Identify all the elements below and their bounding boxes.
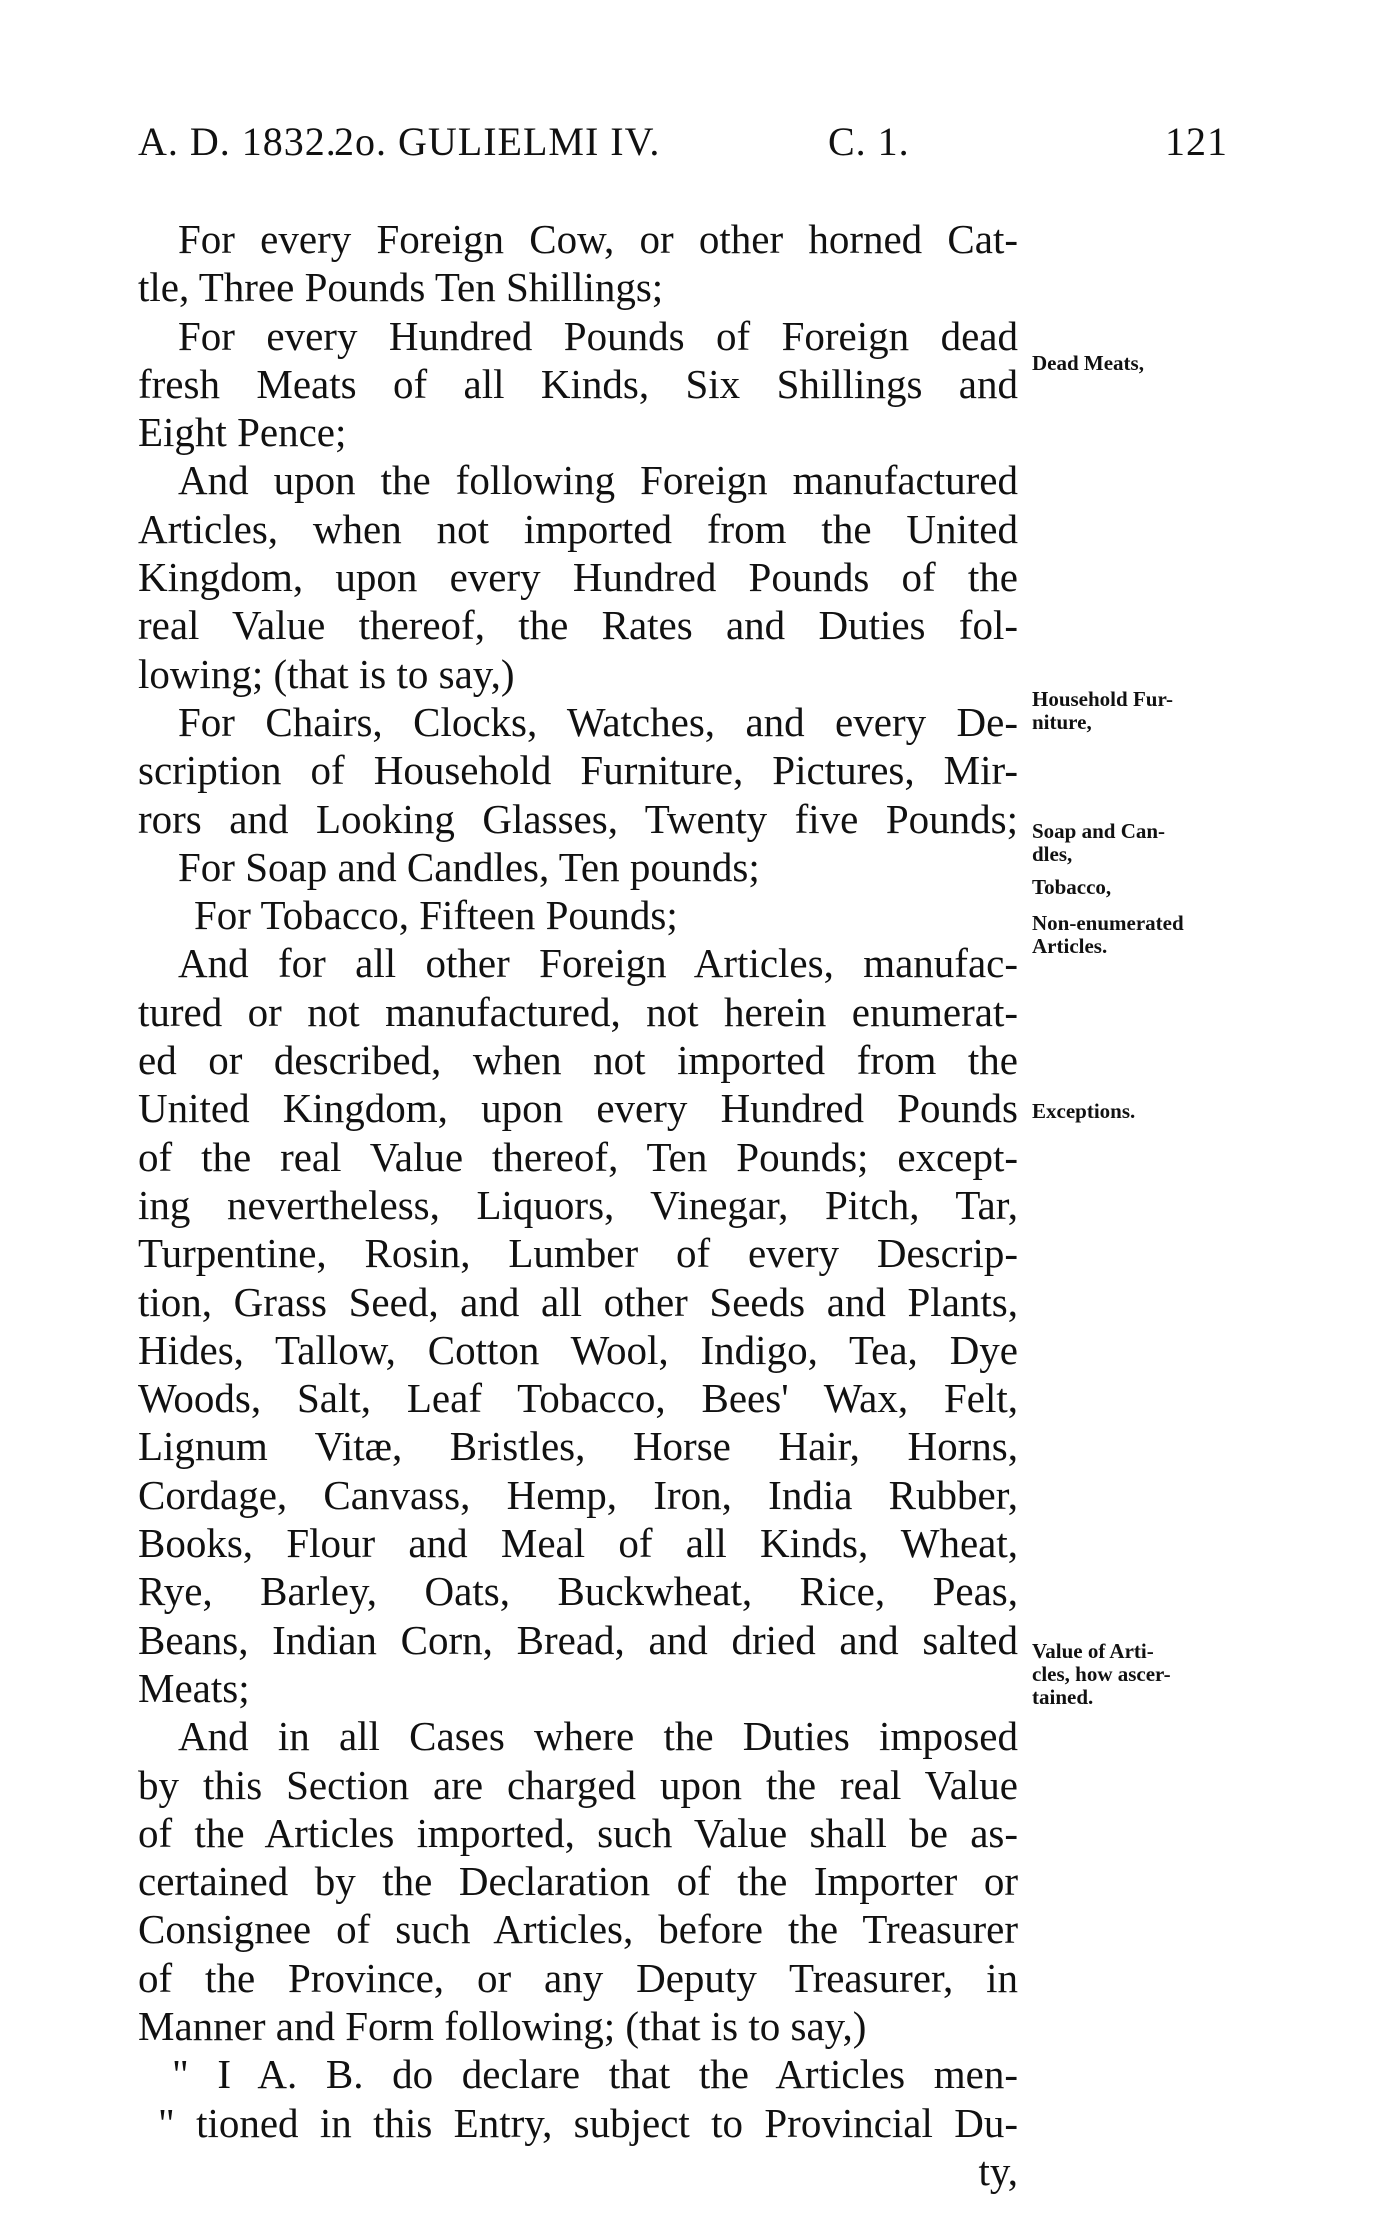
text-line: tle, Three Pounds Ten Shillings; [138, 264, 664, 311]
margin-note-line: cles, how ascer- [1032, 1662, 1171, 1686]
margin-note-tobacco [1032, 876, 1242, 899]
margin-note-line: tained. [1032, 1685, 1094, 1709]
text-line: ing nevertheless, Liquors, Vinegar, Pitch, Tar, [138, 1181, 1018, 1228]
header-date: A. D. 1832. [138, 119, 337, 164]
margin-note-line: Articles. [1032, 934, 1108, 958]
text-line: Consignee of such Articles, before the Treasurer [138, 1906, 1018, 1953]
margin-note-line: Household Fur- [1032, 687, 1173, 711]
paragraph-soap-candles [138, 843, 1018, 891]
text-line: Cordage, Canvass, Hemp, Iron, India Rubber, [138, 1471, 1018, 1518]
margin-note-value-ascertained [1032, 1640, 1242, 1709]
margin-note-line: Non-enumerated [1032, 911, 1184, 935]
text-line: For Tobacco, Fifteen Pounds; [194, 892, 678, 939]
text-line: And for all other Foreign Articles, manufac- [178, 940, 1018, 987]
margin-note-line: Value of Arti- [1032, 1639, 1154, 1663]
text-line: real Value thereof, the Rates and Duties fol- [138, 602, 1018, 649]
header-reign: 2o. GULIELMI IV. [334, 119, 661, 164]
text-line: scription of Household Furniture, Pictures, Mir- [138, 747, 1018, 794]
text-line: of the real Value thereof, Ten Pounds; except- [138, 1133, 1018, 1180]
text-line: United Kingdom, upon every Hundred Pounds [138, 1085, 1018, 1132]
text-line: lowing; (that is to say,) [138, 650, 515, 697]
text-line: Manner and Form following; (that is to say,) [138, 2002, 867, 2049]
text-line: For Chairs, Clocks, Watches, and every De- [178, 698, 1018, 745]
margin-note-line: Tobacco, [1032, 875, 1112, 899]
text-line: And in all Cases where the Duties imposed [178, 1713, 1018, 1760]
margin-note-non-enumerated [1032, 912, 1242, 958]
paragraph-declaration [138, 2050, 1018, 2195]
paragraph-non-enumerated [138, 939, 1018, 1712]
text-line: ed or described, when not imported from the [138, 1037, 1018, 1084]
text-line: of the Province, or any Deputy Treasurer, in [138, 1954, 1018, 2001]
margin-note-line: niture, [1032, 710, 1092, 734]
paragraph-household-furniture [138, 698, 1018, 843]
text-line: For every Foreign Cow, or other horned Cat- [178, 216, 1018, 262]
margin-note-exceptions [1032, 1100, 1242, 1123]
text-line: Woods, Salt, Leaf Tobacco, Bees' Wax, Felt, [138, 1375, 1018, 1422]
text-line: For every Hundred Pounds of Foreign dead [178, 312, 1018, 359]
text-line: Beans, Indian Corn, Bread, and dried and salted [138, 1616, 1018, 1663]
paragraph-tobacco [138, 891, 1018, 939]
paragraph-foreign-cow [138, 215, 1018, 312]
text-line: rors and Looking Glasses, Twenty five Pounds; [138, 795, 1018, 842]
running-header [138, 118, 1228, 178]
text-line: For Soap and Candles, Ten pounds; [178, 843, 760, 890]
text-line: And upon the following Foreign manufactured [178, 457, 1018, 504]
paragraph-value-ascertained [138, 1712, 1018, 2050]
margin-note-household-furniture [1032, 688, 1242, 734]
text-line: tion, Grass Seed, and all other Seeds and Plants, [138, 1278, 1018, 1325]
text-line: by this Section are charged upon the real Value [138, 1761, 1018, 1808]
text-line: tured or not manufactured, not herein enumerat- [138, 988, 1018, 1035]
text-line: Articles, when not imported from the United [138, 505, 1018, 552]
text-line: " tioned in this Entry, subject to Provincial Du- [158, 2099, 1018, 2146]
header-chapter: C. 1. [828, 119, 910, 164]
text-line: Kingdom, upon every Hundred Pounds of the [138, 554, 1018, 601]
text-line: Eight Pence; [138, 409, 347, 456]
catchword: ty, [978, 2147, 1018, 2194]
margin-note-soap-candles [1032, 820, 1242, 866]
text-line: Meats; [138, 1664, 250, 1711]
text-line: fresh Meats of all Kinds, Six Shillings and [138, 360, 1018, 407]
text-line: Rye, Barley, Oats, Buckwheat, Rice, Peas, [138, 1568, 1018, 1615]
text-line: Books, Flour and Meal of all Kinds, Wheat, [138, 1520, 1018, 1567]
page-number: 121 [1165, 119, 1228, 164]
margin-note-line: dles, [1032, 842, 1073, 866]
text-line: Lignum Vitæ, Bristles, Horse Hair, Horns, [138, 1423, 1018, 1470]
margin-note-line: Soap and Can- [1032, 819, 1166, 843]
margin-note-line: Exceptions. [1032, 1099, 1136, 1123]
text-line: certained by the Declaration of the Importer or [138, 1858, 1018, 1905]
statute-text [138, 215, 1018, 2195]
paragraph-manufactured-articles [138, 456, 1018, 697]
margin-note-line: Dead Meats, [1032, 351, 1144, 375]
text-line: " I A. B. do declare that the Articles men- [172, 2051, 1018, 2098]
text-line: of the Articles imported, such Value shall be as- [138, 1809, 1018, 1856]
text-line: Hides, Tallow, Cotton Wool, Indigo, Tea, Dye [138, 1326, 1018, 1373]
text-line: Turpentine, Rosin, Lumber of every Descrip- [138, 1230, 1018, 1277]
margin-note-dead-meats [1032, 352, 1242, 375]
paragraph-dead-meats [138, 312, 1018, 457]
